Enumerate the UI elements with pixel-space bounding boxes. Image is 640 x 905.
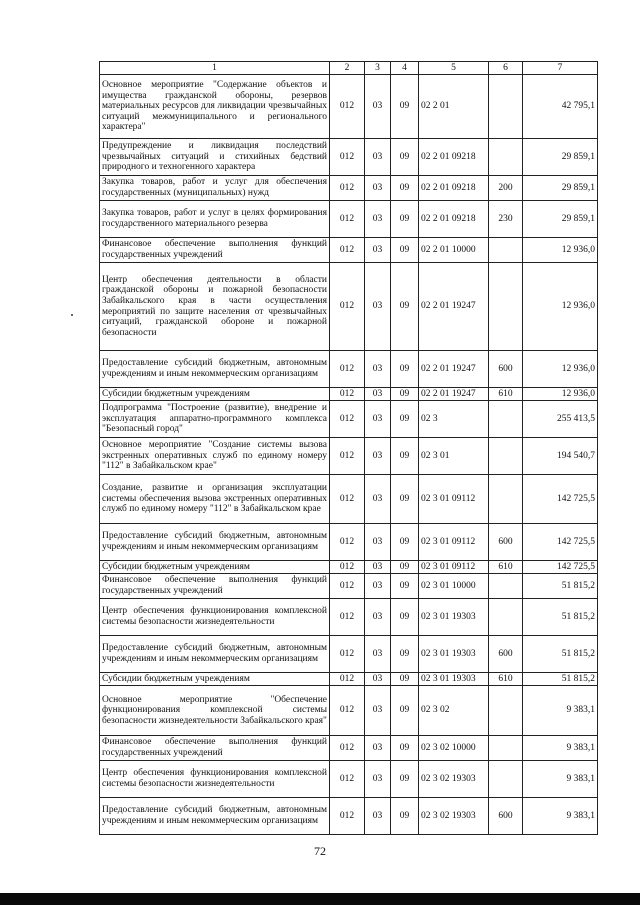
header-row (100, 62, 598, 75)
row-target-article: 02 2 01 10000 (419, 238, 489, 263)
row-section: 03 (365, 438, 391, 475)
table-row (100, 139, 598, 176)
row-subsection: 09 (391, 673, 419, 686)
row-target-article: 02 3 01 (419, 438, 489, 475)
row-expense-type (489, 761, 523, 798)
row-section: 03 (365, 686, 391, 736)
row-name: Финансовое обеспечение выполнения функций государственных учреждений (100, 238, 330, 263)
row-grbs: 012 (330, 686, 365, 736)
row-target-article: 02 2 01 09218 (419, 139, 489, 176)
scan-bottom-edge (0, 893, 640, 905)
table-row (100, 636, 598, 673)
row-grbs: 012 (330, 599, 365, 636)
row-subsection: 09 (391, 475, 419, 524)
row-name: Субсидии бюджетным учреждениям (100, 673, 330, 686)
row-name: Финансовое обеспечение выполнения функций государственных учреждений (100, 736, 330, 761)
scan-speck (71, 314, 73, 316)
row-target-article: 02 3 02 (419, 686, 489, 736)
row-grbs: 012 (330, 636, 365, 673)
row-expense-type (489, 686, 523, 736)
row-section: 03 (365, 636, 391, 673)
row-target-article: 02 3 01 19303 (419, 599, 489, 636)
row-target-article: 02 3 01 09112 (419, 524, 489, 561)
row-section: 03 (365, 351, 391, 388)
row-target-article: 02 2 01 19247 (419, 388, 489, 401)
row-expense-type (489, 238, 523, 263)
row-name: Предупреждение и ликвидация последствий чрезвычайных ситуаций и стихийных бедствий природного и техногенного характера (100, 139, 330, 176)
row-section: 03 (365, 75, 391, 139)
row-expense-type (489, 139, 523, 176)
row-subsection: 09 (391, 686, 419, 736)
table-row (100, 201, 598, 238)
row-amount: 42 795,1 (523, 75, 598, 139)
table-row (100, 686, 598, 736)
row-target-article: 02 3 01 09112 (419, 561, 489, 574)
row-amount: 51 815,2 (523, 636, 598, 673)
table-row (100, 388, 598, 401)
row-subsection: 09 (391, 201, 419, 238)
row-section: 03 (365, 736, 391, 761)
row-target-article: 02 3 (419, 401, 489, 438)
row-target-article: 02 3 02 10000 (419, 736, 489, 761)
table-row (100, 475, 598, 524)
row-grbs: 012 (330, 561, 365, 574)
row-amount: 142 725,5 (523, 475, 598, 524)
row-subsection: 09 (391, 75, 419, 139)
row-name: Предоставление субсидий бюджетным, автономным учреждениям и иным некоммерческим организациям (100, 524, 330, 561)
row-amount: 51 815,2 (523, 599, 598, 636)
row-section: 03 (365, 176, 391, 201)
row-expense-type: 610 (489, 388, 523, 401)
row-expense-type (489, 263, 523, 351)
header-cell: 2 (330, 62, 365, 75)
table-row (100, 561, 598, 574)
row-name: Основное мероприятие "Создание системы вызова экстренных оперативных служб по единому номеру "112" в Забайкальском крае" (100, 438, 330, 475)
row-grbs: 012 (330, 673, 365, 686)
row-grbs: 012 (330, 75, 365, 139)
row-expense-type: 200 (489, 176, 523, 201)
table-row (100, 263, 598, 351)
row-name: Создание, развитие и организация эксплуатации системы обеспечения вызова экстренных оперативных служб по единому номеру "112" в Забайкальском крае (100, 475, 330, 524)
row-subsection: 09 (391, 139, 419, 176)
row-subsection: 09 (391, 351, 419, 388)
row-amount: 142 725,5 (523, 524, 598, 561)
row-expense-type (489, 75, 523, 139)
row-expense-type: 230 (489, 201, 523, 238)
row-amount: 51 815,2 (523, 574, 598, 599)
row-section: 03 (365, 401, 391, 438)
row-subsection: 09 (391, 636, 419, 673)
row-grbs: 012 (330, 201, 365, 238)
table-row (100, 524, 598, 561)
row-expense-type: 600 (489, 524, 523, 561)
row-name: Субсидии бюджетным учреждениям (100, 388, 330, 401)
row-amount: 142 725,5 (523, 561, 598, 574)
row-amount: 12 936,0 (523, 351, 598, 388)
table-row (100, 798, 598, 835)
row-amount: 9 383,1 (523, 761, 598, 798)
row-target-article: 02 2 01 (419, 75, 489, 139)
table-row (100, 736, 598, 761)
row-expense-type (489, 475, 523, 524)
row-expense-type (489, 401, 523, 438)
row-grbs: 012 (330, 351, 365, 388)
row-expense-type: 600 (489, 636, 523, 673)
header-cell: 6 (489, 62, 523, 75)
row-subsection: 09 (391, 574, 419, 599)
row-amount: 12 936,0 (523, 388, 598, 401)
row-name: Закупка товаров, работ и услуг для обеспечения государственных (муниципальных) нужд (100, 176, 330, 201)
row-expense-type (489, 599, 523, 636)
row-amount: 9 383,1 (523, 736, 598, 761)
row-section: 03 (365, 798, 391, 835)
row-section: 03 (365, 263, 391, 351)
row-target-article: 02 2 01 19247 (419, 263, 489, 351)
row-section: 03 (365, 388, 391, 401)
row-name: Центр обеспечения деятельности в области гражданской обороны и пожарной безопасности Забайкальского края в части осуществления мероприятий по защите населения от чрезвычайных ситуаций, гражданской обороне и пожарной безопасности (100, 263, 330, 351)
row-name: Субсидии бюджетным учреждениям (100, 561, 330, 574)
row-section: 03 (365, 561, 391, 574)
row-expense-type: 600 (489, 798, 523, 835)
row-subsection: 09 (391, 524, 419, 561)
row-amount: 29 859,1 (523, 176, 598, 201)
row-section: 03 (365, 139, 391, 176)
row-name: Основное мероприятие "Содержание объектов и имущества гражданской обороны, резервов материальных ресурсов для ликвидации чрезвычайных ситуаций межмуниципального и регионального характера" (100, 75, 330, 139)
row-amount: 12 936,0 (523, 263, 598, 351)
row-target-article: 02 3 02 19303 (419, 761, 489, 798)
header-cell: 7 (523, 62, 598, 75)
row-name: Центр обеспечения функционирования комплексной системы безопасности жизнедеятельности (100, 599, 330, 636)
row-grbs: 012 (330, 798, 365, 835)
row-target-article: 02 2 01 09218 (419, 201, 489, 238)
row-amount: 29 859,1 (523, 139, 598, 176)
row-grbs: 012 (330, 574, 365, 599)
table-row (100, 351, 598, 388)
row-target-article: 02 3 01 09112 (419, 475, 489, 524)
row-subsection: 09 (391, 388, 419, 401)
row-grbs: 012 (330, 524, 365, 561)
row-grbs: 012 (330, 736, 365, 761)
row-grbs: 012 (330, 238, 365, 263)
row-expense-type: 610 (489, 673, 523, 686)
row-expense-type (489, 438, 523, 475)
row-subsection: 09 (391, 798, 419, 835)
row-target-article: 02 3 01 10000 (419, 574, 489, 599)
row-name: Подпрограмма "Построение (развитие), внедрение и эксплуатация аппаратно-программного комплекса "Безопасный город" (100, 401, 330, 438)
row-section: 03 (365, 761, 391, 798)
row-grbs: 012 (330, 401, 365, 438)
row-grbs: 012 (330, 475, 365, 524)
table-row (100, 176, 598, 201)
table-row (100, 599, 598, 636)
row-section: 03 (365, 201, 391, 238)
table-row (100, 438, 598, 475)
table-row (100, 238, 598, 263)
row-target-article: 02 2 01 19247 (419, 351, 489, 388)
row-amount: 29 859,1 (523, 201, 598, 238)
row-section: 03 (365, 238, 391, 263)
row-name: Финансовое обеспечение выполнения функций государственных учреждений (100, 574, 330, 599)
row-amount: 255 413,5 (523, 401, 598, 438)
row-subsection: 09 (391, 561, 419, 574)
budget-table (99, 61, 598, 835)
row-subsection: 09 (391, 599, 419, 636)
row-subsection: 09 (391, 176, 419, 201)
table-row (100, 761, 598, 798)
row-amount: 194 540,7 (523, 438, 598, 475)
row-grbs: 012 (330, 263, 365, 351)
row-name: Закупка товаров, работ и услуг в целях формирования государственного материального резерва (100, 201, 330, 238)
row-name: Основное мероприятие "Обеспечение функционирования комплексной системы безопасности жизнедеятельности Забайкальского края" (100, 686, 330, 736)
row-target-article: 02 2 01 09218 (419, 176, 489, 201)
row-amount: 9 383,1 (523, 686, 598, 736)
row-subsection: 09 (391, 401, 419, 438)
row-grbs: 012 (330, 761, 365, 798)
row-grbs: 012 (330, 139, 365, 176)
row-section: 03 (365, 524, 391, 561)
header-cell: 3 (365, 62, 391, 75)
row-subsection: 09 (391, 238, 419, 263)
table-row (100, 574, 598, 599)
row-section: 03 (365, 475, 391, 524)
table-row (100, 75, 598, 139)
row-section: 03 (365, 599, 391, 636)
row-grbs: 012 (330, 388, 365, 401)
header-cell: 5 (419, 62, 489, 75)
table-row (100, 673, 598, 686)
row-section: 03 (365, 673, 391, 686)
row-name: Предоставление субсидий бюджетным, автономным учреждениям и иным некоммерческим организациям (100, 351, 330, 388)
row-target-article: 02 3 02 19303 (419, 798, 489, 835)
row-amount: 51 815,2 (523, 673, 598, 686)
row-amount: 9 383,1 (523, 798, 598, 835)
table-row (100, 401, 598, 438)
row-name: Центр обеспечения функционирования комплексной системы безопасности жизнедеятельности (100, 761, 330, 798)
header-cell: 4 (391, 62, 419, 75)
row-subsection: 09 (391, 263, 419, 351)
row-name: Предоставление субсидий бюджетным, автономным учреждениям и иным некоммерческим организациям (100, 636, 330, 673)
header-cell: 1 (100, 62, 330, 75)
row-grbs: 012 (330, 438, 365, 475)
row-expense-type: 610 (489, 561, 523, 574)
row-expense-type: 600 (489, 351, 523, 388)
row-amount: 12 936,0 (523, 238, 598, 263)
row-grbs: 012 (330, 176, 365, 201)
row-target-article: 02 3 01 19303 (419, 673, 489, 686)
page-number: 72 (314, 844, 326, 858)
row-expense-type (489, 736, 523, 761)
row-section: 03 (365, 574, 391, 599)
row-target-article: 02 3 01 19303 (419, 636, 489, 673)
row-subsection: 09 (391, 438, 419, 475)
row-subsection: 09 (391, 736, 419, 761)
row-expense-type (489, 574, 523, 599)
row-subsection: 09 (391, 761, 419, 798)
row-name: Предоставление субсидий бюджетным, автономным учреждениям и иным некоммерческим организациям (100, 798, 330, 835)
